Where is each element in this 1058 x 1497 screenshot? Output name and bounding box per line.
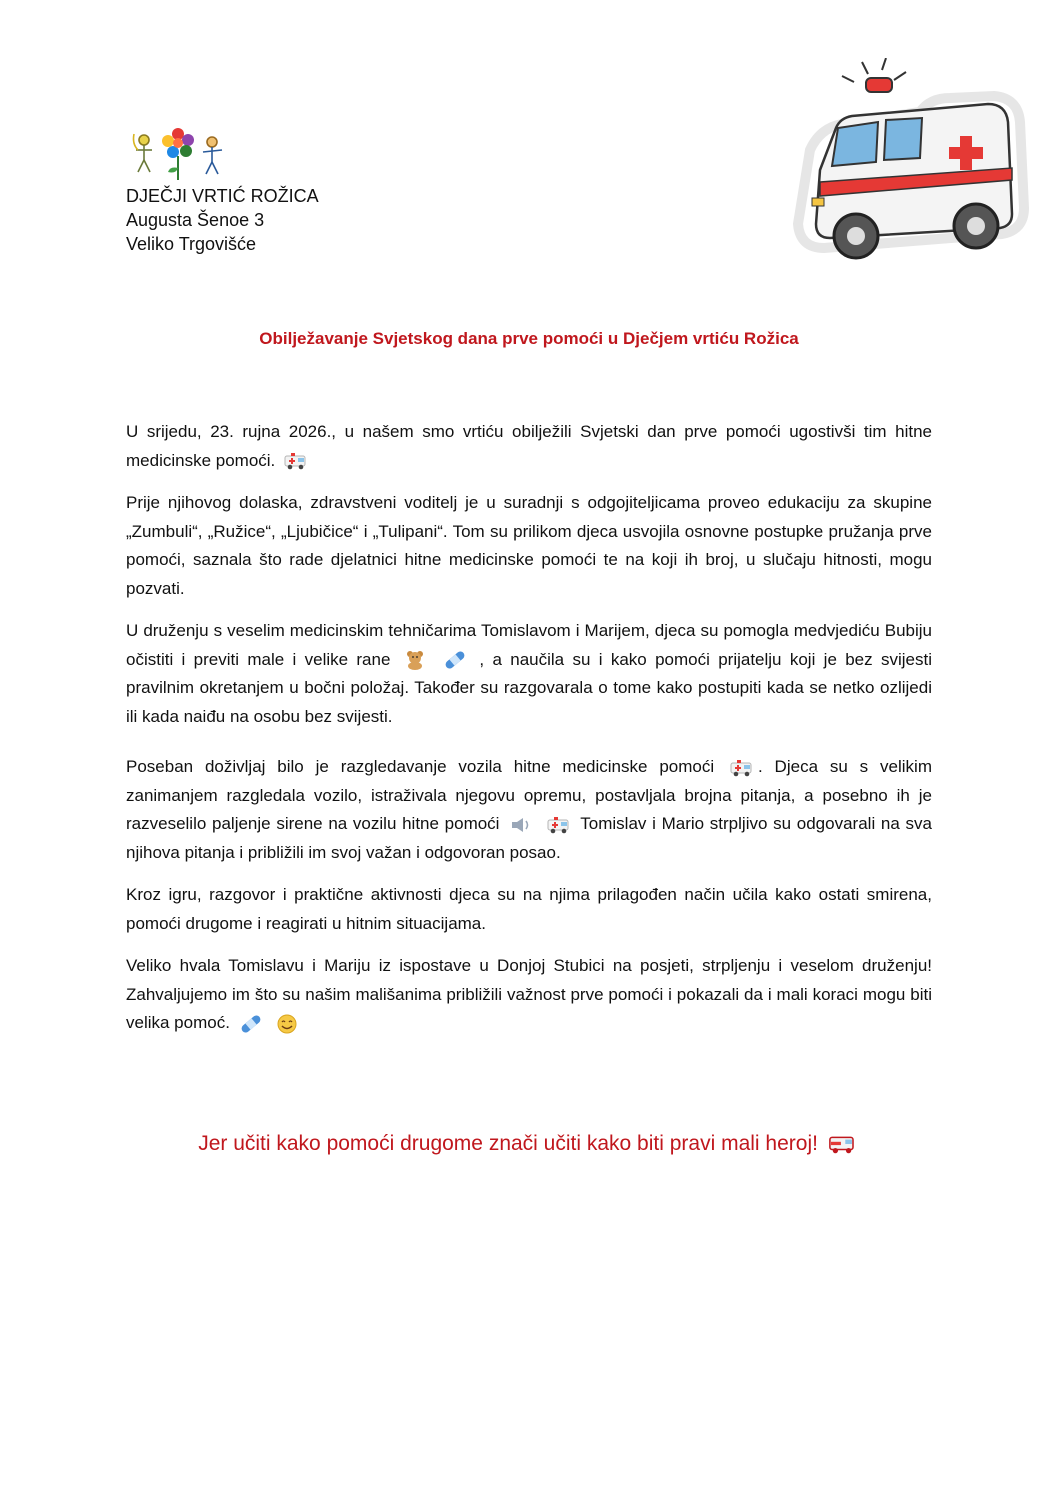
adhesive-bandage-emoji-icon bbox=[442, 650, 468, 670]
street-address: Augusta Šenoe 3 bbox=[126, 210, 265, 230]
kindergarten-address bbox=[126, 184, 319, 256]
adhesive-bandage-emoji-icon bbox=[238, 1014, 264, 1034]
child-figure-right bbox=[203, 137, 222, 174]
paragraph-3: U druženju s veselim medicinskim tehničarima Tomislavom i Marijem, djeca su pomogla medvjediću Bubiju očistiti i previti male i velike rane , a naučila su i kako pomoći prijatelju koji je bez svijesti pravilnim okretanjem u bočni položaj. Također su razgovarala o tome kako postupiti kada se netko ozlijedi ili kada naiđu na osobu bez svijesti. bbox=[126, 621, 932, 726]
flower bbox=[162, 128, 194, 180]
child-figure-left bbox=[134, 134, 153, 172]
ambulance-emoji-icon bbox=[546, 815, 572, 835]
page-title: Obilježavanje Svjetskog dana prve pomoći u Dječjem vrtiću Rožica bbox=[259, 329, 799, 348]
paragraph-5: Kroz igru, razgovor i praktične aktivnosti djeca su na njima prilagođen način učila kako ostati smirena, pomoći drugome i reagirati u hitnim situacijama. bbox=[126, 885, 932, 933]
kindergarten-name: DJEČJI VRTIĆ ROŽICA bbox=[126, 186, 319, 206]
city: Veliko Trgovišće bbox=[126, 234, 257, 254]
ambulance-illustration bbox=[780, 58, 1030, 280]
smiling-face-emoji-icon bbox=[274, 1014, 300, 1034]
paragraph-6: Veliko hvala Tomislavu i Mariju iz ispostave u Donjoj Stubici na posjeti, strpljenju i veselom druženju! Zahvaljujemo im što su našim mališanima približili važnost prve pomoći i pokazali da i mali koraci mogu biti velika pomoć. bbox=[126, 956, 932, 1032]
teddy-bear-emoji-icon bbox=[402, 650, 428, 670]
article-body bbox=[126, 418, 932, 1052]
ambulance-emoji-icon bbox=[283, 451, 309, 471]
kindergarten-logo bbox=[126, 126, 230, 182]
ambulance-emoji-icon bbox=[827, 1133, 857, 1155]
paragraph-2: Prije njihovog dolaska, zdravstveni voditelj je u suradnji s odgojiteljicama proveo edukaciju za skupine „Zumbuli“, „Ružice“, „Ljubičice“ i „Tulipani“. Tom su prilikom djeca usvojila osnovne postupke pružanja prve pomoći, saznala što rade djelatnici hitne medicinske pomoći te na koji ih broj, u slučaju hitnosti, mogu pozvati. bbox=[126, 493, 932, 598]
ambulance-emoji-icon bbox=[729, 758, 755, 778]
closing-statement: Jer učiti kako pomoći drugome znači učiti kako biti pravi mali heroj! bbox=[0, 1132, 1058, 1156]
paragraph-1: U srijedu, 23. rujna 2026., u našem smo vrtiću obilježili Svjetski dan prve pomoći ugostivši tim hitne medicinske pomoći. bbox=[126, 422, 932, 470]
speaker-emoji-icon bbox=[508, 815, 534, 835]
paragraph-4: Poseban doživljaj bilo je razgledavanje vozila hitne medicinske pomoći . Djeca su s velikim zanimanjem razgledala vozilo, istraživala njegovu opremu, postavljala brojna pitanja, a posebno ih je razveselilo paljenje sirene na vozilu hitne pomoći Tomislav i Mario strpljivo su odgovarali na sva njihova pitanja i približili im svoj važan i odgovoran posao. bbox=[126, 757, 932, 862]
